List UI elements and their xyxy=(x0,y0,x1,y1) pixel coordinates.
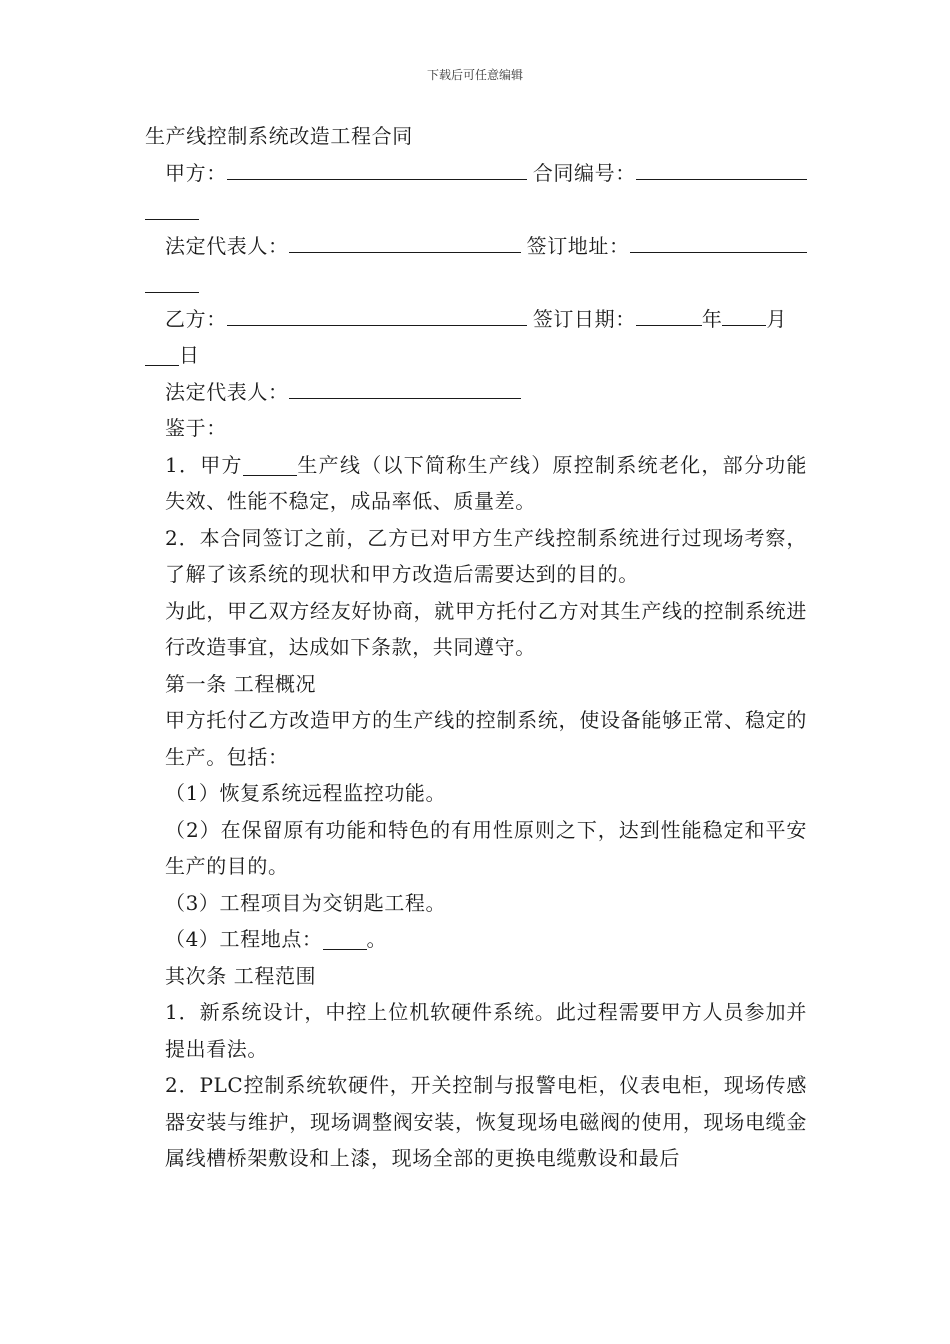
contract-body xyxy=(145,118,807,1177)
sign-month-blank[interactable] xyxy=(722,303,766,326)
party-a-row xyxy=(145,155,807,192)
party-a-label: 甲方： xyxy=(165,160,227,185)
legal-rep-b-blank[interactable] xyxy=(289,376,521,399)
article-1-item-1: （1）恢复系统远程监控功能。 xyxy=(165,781,447,805)
legal-rep-row xyxy=(145,228,807,265)
legal-rep-b-label: 法定代表人： xyxy=(165,379,289,404)
article-2-item-2: 2．PLC控制系统软硬件，开关控制与报警电柜，仪表电柜，现场传感器安装与维护，现场调整阀安装，恢复现场电磁阀的使用，现场电缆金属线槽桥架敷设和上漆，现场全部的更换电缆敷设和最后 xyxy=(165,1073,807,1170)
legal-rep-b-row xyxy=(145,374,807,411)
day-label: 日 xyxy=(179,343,200,367)
sign-place-blank[interactable] xyxy=(630,230,807,253)
whereas-item-1-prefix: 1．甲方 xyxy=(165,452,243,477)
sign-year-blank[interactable] xyxy=(636,303,702,326)
article-1-item-2: （2）在保留原有功能和特色的有用性原则之下，达到性能稳定和平安生产的目的。 xyxy=(165,817,807,878)
article-1-body: 甲方托付乙方改造甲方的生产线的控制系统，使设备能够正常、稳定的生产。包括： xyxy=(165,708,807,769)
article-1-item-4-end: 。 xyxy=(366,927,388,951)
article-2-item-1: 1．新系统设计，中控上位机软硬件系统。此过程需要甲方人员参加并提出看法。 xyxy=(165,1000,807,1061)
contract-no-label: 合同编号： xyxy=(532,160,636,185)
month-label: 月 xyxy=(766,306,788,331)
article-1-title: 第一条 工程概况 xyxy=(165,671,317,696)
party-b-row xyxy=(145,301,807,338)
party-b-blank[interactable] xyxy=(227,303,527,326)
legal-rep-label: 法定代表人： xyxy=(165,233,289,258)
legal-rep-blank[interactable] xyxy=(289,230,521,253)
year-label: 年 xyxy=(701,306,723,331)
sign-date-label: 签订日期： xyxy=(532,306,636,331)
whereas-item-2: 2．本合同签订之前，乙方已对甲方生产线控制系统进行过现场考察，了解了该系统的现状和甲方改造后需要达到的目的。 xyxy=(165,525,807,586)
production-line-blank[interactable] xyxy=(243,453,297,476)
sign-place-label: 签订地址： xyxy=(526,233,630,258)
contract-no-blank[interactable] xyxy=(636,157,807,180)
contract-no-blank-cont xyxy=(145,191,807,228)
sign-place-blank-cont xyxy=(145,264,807,301)
party-b-label: 乙方： xyxy=(165,306,227,331)
article-1-item-4 xyxy=(145,921,807,958)
party-a-blank[interactable] xyxy=(227,157,527,180)
document-title: 生产线控制系统改造工程合同 xyxy=(145,124,413,148)
sign-day-row xyxy=(145,337,807,374)
sign-day-blank[interactable] xyxy=(145,343,179,366)
project-location-blank[interactable] xyxy=(323,927,367,950)
article-1-item-4-label: （4）工程地点： xyxy=(165,927,323,951)
article-2-title: 其次条 工程范围 xyxy=(165,963,317,988)
page-header-note: 下载后可任意编辑 xyxy=(426,68,523,82)
article-1-item-3: （3）工程项目为交钥匙工程。 xyxy=(165,890,447,915)
whereas-item-1 xyxy=(145,447,807,520)
whereas-heading: 鉴于： xyxy=(165,416,227,440)
whereas-item-1-text: 生产线（以下简称生产线）原控制系统老化，部分功能失效、性能不稳定，成品率低、质量差。 xyxy=(165,452,807,513)
therefore-paragraph: 为此，甲乙双方经友好协商，就甲方托付乙方对其生产线的控制系统进行改造事宜，达成如下条款，共同遵守。 xyxy=(165,598,807,659)
